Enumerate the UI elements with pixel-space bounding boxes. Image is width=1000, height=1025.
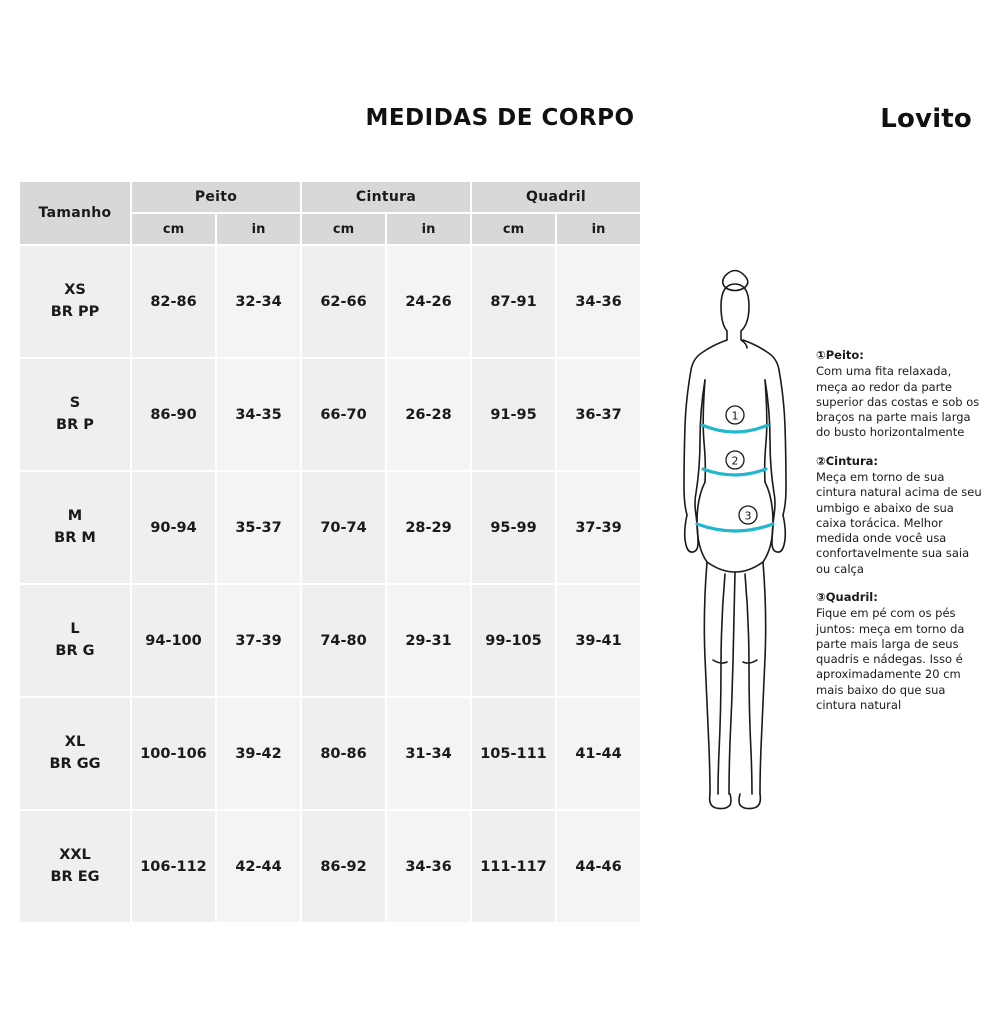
table-row <box>19 471 641 584</box>
cell-hip-cm: 95-99 <box>471 471 556 584</box>
table-row <box>19 245 641 358</box>
instruction-chest <box>816 348 982 441</box>
unit-chest-cm: cm <box>131 213 216 245</box>
brand-logo: Lovito <box>880 104 972 134</box>
size-intl: S <box>69 395 81 412</box>
cell-waist-in: 28-29 <box>386 471 471 584</box>
unit-hip-cm: cm <box>471 213 556 245</box>
cell-size <box>19 471 131 584</box>
table-row <box>19 358 641 471</box>
instruction-chest-title: ①Peito: <box>816 348 864 362</box>
cell-chest-cm: 90-94 <box>131 471 216 584</box>
page-title: MEDIDAS DE CORPO <box>365 105 635 131</box>
cell-hip-in: 36-37 <box>556 358 641 471</box>
table-row <box>19 697 641 810</box>
cell-chest-cm: 86-90 <box>131 358 216 471</box>
cell-chest-in: 32-34 <box>216 245 301 358</box>
cell-waist-in: 24-26 <box>386 245 471 358</box>
marker-1-label: 1 <box>731 409 739 423</box>
cell-waist-cm: 62-66 <box>301 245 386 358</box>
instruction-hip-title: ③Quadril: <box>816 589 878 604</box>
marker-3-label: 3 <box>744 509 752 523</box>
size-br: BR G <box>55 642 95 659</box>
cell-size <box>19 245 131 358</box>
cell-hip-in: 34-36 <box>556 245 641 358</box>
cell-hip-cm: 87-91 <box>471 245 556 358</box>
cell-waist-cm: 66-70 <box>301 358 386 471</box>
cell-chest-in: 34-35 <box>216 358 301 471</box>
cell-size <box>19 810 131 923</box>
size-intl: L <box>70 621 80 638</box>
size-br: BR EG <box>50 868 100 885</box>
cell-chest-in: 42-44 <box>216 810 301 923</box>
cell-hip-cm: 105-111 <box>471 697 556 810</box>
size-br: BR M <box>54 529 96 546</box>
column-header-chest: Peito <box>131 181 301 213</box>
cell-waist-in: 29-31 <box>386 584 471 697</box>
size-intl: M <box>67 508 83 525</box>
cell-hip-in: 44-46 <box>556 810 641 923</box>
column-header-hip: Quadril <box>471 181 641 213</box>
cell-chest-cm: 100-106 <box>131 697 216 810</box>
cell-size <box>19 584 131 697</box>
body-figure <box>655 262 815 832</box>
size-br: BR PP <box>50 303 100 320</box>
instruction-waist <box>816 454 982 577</box>
size-intl: XXL <box>59 847 91 864</box>
instruction-waist-body: Meça em torno de sua cintura natural acima de seu umbigo e abaixo de sua caixa torácica. Melhor medida onde você usa confortavelmente sua saia ou calça <box>816 469 982 576</box>
size-br: BR P <box>56 416 94 433</box>
cell-waist-cm: 80-86 <box>301 697 386 810</box>
unit-hip-in: in <box>556 213 641 245</box>
size-intl: XS <box>64 282 86 299</box>
cell-chest-cm: 82-86 <box>131 245 216 358</box>
cell-waist-cm: 70-74 <box>301 471 386 584</box>
table-row <box>19 584 641 697</box>
unit-chest-in: in <box>216 213 301 245</box>
cell-waist-cm: 86-92 <box>301 810 386 923</box>
cell-waist-in: 31-34 <box>386 697 471 810</box>
cell-hip-in: 41-44 <box>556 697 641 810</box>
table-header-groups <box>19 181 641 213</box>
instruction-hip-body: Fique em pé com os pés juntos: meça em torno da parte mais larga de seus quadris e nádegas. Isso é aproximadamente 20 cm mais baixo do que sua cintura natural <box>816 606 965 712</box>
column-header-waist: Cintura <box>301 181 471 213</box>
table-row <box>19 810 641 923</box>
measure-markers <box>655 262 815 832</box>
instruction-waist-title: ②Cintura: <box>816 453 879 468</box>
cell-chest-in: 35-37 <box>216 471 301 584</box>
cell-hip-cm: 91-95 <box>471 358 556 471</box>
cell-hip-in: 37-39 <box>556 471 641 584</box>
cell-hip-in: 39-41 <box>556 584 641 697</box>
size-chart-table <box>18 180 642 924</box>
cell-waist-cm: 74-80 <box>301 584 386 697</box>
unit-waist-in: in <box>386 213 471 245</box>
instruction-chest-body: Com uma fita relaxada, meça ao redor da parte superior das costas e sob os braços na parte mais larga do busto horizontalmente <box>816 364 980 440</box>
instruction-hip <box>816 590 982 713</box>
cell-chest-cm: 94-100 <box>131 584 216 697</box>
cell-chest-in: 39-42 <box>216 697 301 810</box>
size-intl: XL <box>64 734 86 751</box>
cell-chest-in: 37-39 <box>216 584 301 697</box>
cell-hip-cm: 111-117 <box>471 810 556 923</box>
cell-waist-in: 26-28 <box>386 358 471 471</box>
cell-size <box>19 358 131 471</box>
size-br: BR GG <box>49 755 101 772</box>
column-header-size: Tamanho <box>19 181 131 245</box>
cell-hip-cm: 99-105 <box>471 584 556 697</box>
unit-waist-cm: cm <box>301 213 386 245</box>
marker-2-label: 2 <box>731 454 739 468</box>
cell-chest-cm: 106-112 <box>131 810 216 923</box>
cell-waist-in: 34-36 <box>386 810 471 923</box>
cell-size <box>19 697 131 810</box>
measurement-instructions <box>816 348 982 726</box>
